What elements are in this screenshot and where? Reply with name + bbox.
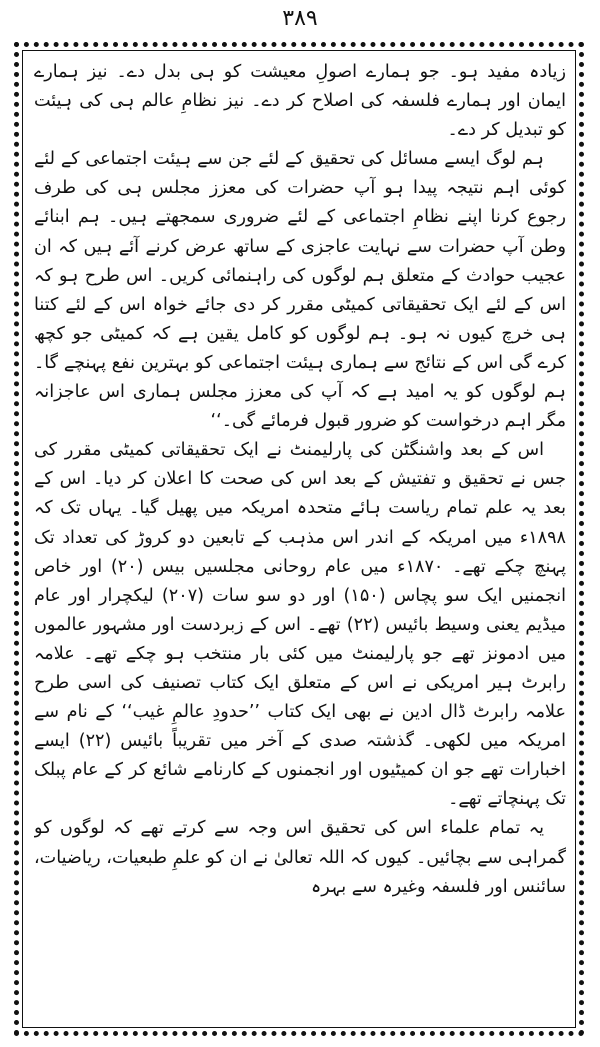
paragraph-2: ہم لوگ ایسے مسائل کی تحقیق کے لئے جن سے ہیئت اجتماعی کے لئے کوئی اہم نتیجہ پیدا ہو آپ حضرات کی معزز مجلس ہی کی طرف رجوع کرنا اپنے نظامِ اجتماعی کے لئے ضروری سمجھتے ہیں۔ ہم ابنائے وطن آپ حضرات سے نہایت عاجزی کے ساتھ عرض کرنے آئے ہیں کہ ان عجیب حوادث کے متعلق ہم لوگوں کی راہنمائی کریں۔ اس طرح ہو کہ اس کے لئے ایک تحقیقاتی کمیٹی مقرر کر دی جائے خواہ اس کے لئے کتنا ہی خرچ کیوں نہ ہو۔ ہم لوگوں کو کامل یقین ہے کہ کمیٹی جو کچھ کرے گی اس کے نتائج سے ہماری ہیئت اجتماعی کو بہترین نفع پہنچے گا۔ ہم لوگوں کو یہ امید ہے کہ آپ کی معزز مجلس ہماری اس عاجزانہ مگر اہم درخواست کو ضرور قبول فرمائے گی۔‘‘	[34, 149, 566, 432]
page-number: ۳۸۹	[282, 6, 318, 31]
paragraph-3: اس کے بعد واشنگٹن کی پارلیمنٹ نے ایک تحقیقاتی کمیٹی مقرر کی جس نے تحقیق و تفتیش کے بعد اس کی صحت کا اعلان کر دیا۔ اس کے بعد یہ علم تمام ریاست ہائے متحدہ امریکہ میں پھیل گیا۔ یہاں تک کہ ۱۸۹۸ء میں امریکہ کے اندر اس مذہب کے تابعین دو کروڑ کی تعداد تک پہنچ چکے تھے۔ ۱۸۷۰ء میں عام روحانی مجلسیں بیس (۲۰) اور خاص انجمنیں ایک سو پچاس (۱۵۰) اور دو سو سات (۲۰۷) لیکچرار اور عام میڈیم یعنی وسیط بائیس (۲۲) تھے۔ اس کے زبردست اور مشہور عالموں میں ادمونز تھے جو پارلیمنٹ میں کئی بار منتخب ہو چکے تھے۔ علامہ رابرٹ ہیر امریکی نے اس کے متعلق ایک کتاب تصنیف کی اسی طرح علامہ رابرٹ ڈال ادین نے بھی ایک کتاب ’’حدودِ عالمِ غیب‘‘ کے نام سے امریکہ میں لکھی۔ گذشتہ صدی کے آخر میں تقریباً بائیس (۲۲) ایسے اخبارات تھے جو ان کمیٹیوں اور انجمنوں کے کارنامے شائع کر کے عام پبلک تک پہنچاتے تھے۔	[34, 440, 566, 810]
page-body	[34, 58, 566, 1026]
paragraph-4: یہ تمام علماء اس کی تحقیق اس وجہ سے کرتے تھے کہ لوگوں کو گمراہی سے بچائیں۔ کیوں کہ اللہ تعالیٰ نے ان کو علمِ طبعیات، ریاضیات، سائنس اور فلسفہ وغیرہ سے بہرہ	[34, 818, 566, 897]
paragraph-1: زیادہ مفید ہو۔ جو ہمارے اصولِ معیشت کو ہی بدل دے۔ نیز ہمارے ایمان اور ہمارے فلسفہ کی اصلاح کر دے۔ نیز نظامِ عالم ہی کی ہیئت کو تبدیل کر دے۔	[34, 62, 566, 141]
